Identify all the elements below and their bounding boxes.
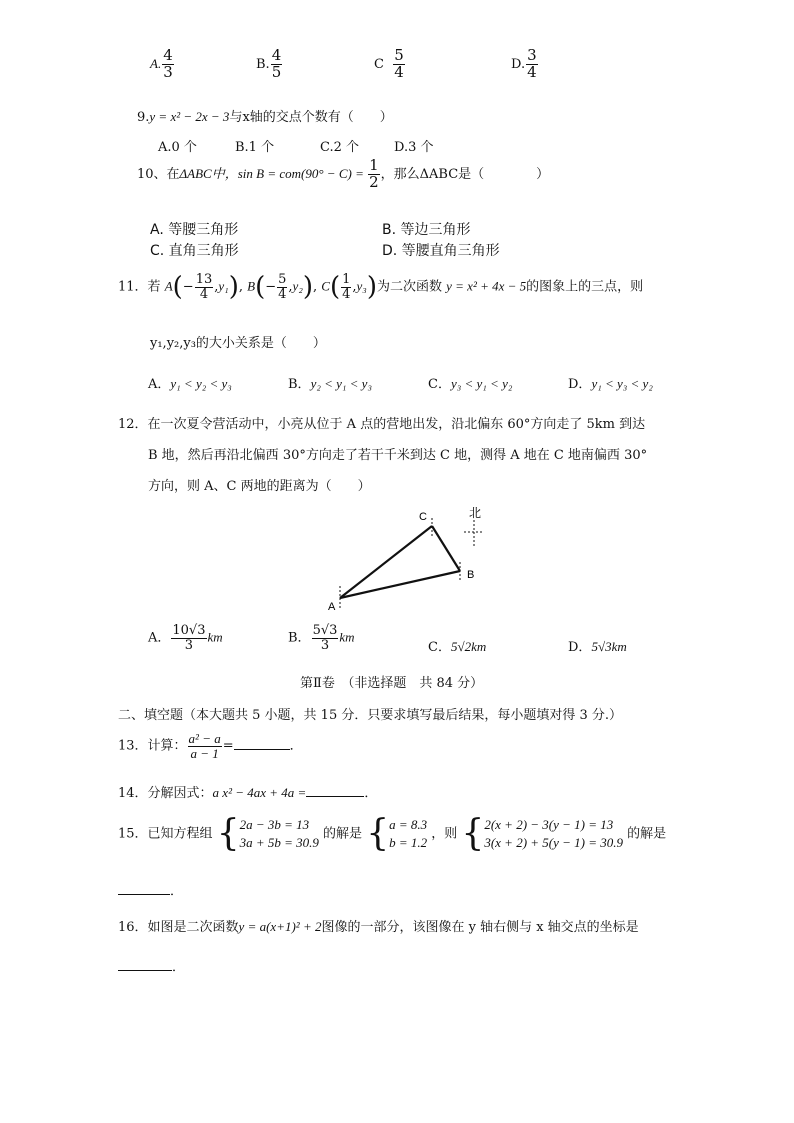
q13: 13．计算： $\frac{\text{a² − a}}{a - 1}$ = ． [118,731,303,761]
label-north: 北 [469,506,482,520]
q15: 15．已知方程组 { 2a − 3b = 13 3a + 5b = 30.9 的解是 { a = 8.3 b = 1.2 ，则 { 2(x + 2) − 3(y − 1) = 13 3(x + 2) + 5(y − 1) = 30.9 的解是 [118,813,667,854]
q13-answer-blank[interactable] [234,748,290,750]
q12-triangle-figure [318,500,498,615]
q14-answer-blank[interactable] [306,795,364,797]
q10-stem: 10、在ΔABC中，sin B = com(90° − C) = $\frac{1}{2}$ ，那么ΔABC是（ ） [137,156,550,191]
q12-option-d: D．5√3km [568,639,627,655]
side-bc [432,526,460,571]
q16-answer-line: ． [118,956,185,975]
label-b: B [467,569,475,581]
q9-option-b: B.1 个 [235,140,275,155]
q8-option-a: A. $\frac{4}{3}$ [150,46,173,81]
q15-answer-blank[interactable] [118,893,170,895]
q10-option-c: C. 直角三角形 [150,243,239,259]
section2-heading: 二、填空题（本大题共 5 小题，共 15 分．只要求填写最后结果，每小题填对得 3 分.） [118,708,623,723]
q11-line2: y₁,y₂,y₃的大小关系是（ ） [150,336,326,351]
q9-option-d: D.3 个 [394,140,434,155]
q12-line2: B 地，然后再沿北偏西 30°方向走了若干千米到达 C 地，测得 A 地在 C 地南偏西 30° [148,448,648,463]
q12-option-b: B． $\frac{5√3}{3}$ km [288,623,355,653]
label-a: A [328,601,336,613]
q12-option-c: C．5√2km [428,639,487,655]
part2-title: 第Ⅱ卷 （非选择题 共 84 分） [300,676,484,691]
q8-option-d: D. $\frac{3}{4}$ [511,46,537,81]
q16: 16．如图是二次函数y = a(x+1)² + 2图像的一部分，该图像在 y 轴右侧与 x 轴交点的坐标是 [118,919,639,935]
q10-option-d: D. 等腰直角三角形 [382,243,500,259]
q11-option-d: D．y₁ < y₃ < y₂ [568,376,653,392]
q10-option-b: B. 等边三角形 [382,222,471,238]
q8-option-b: B. $\frac{4}{5}$ [256,46,282,81]
q11-option-c: C．y₃ < y₁ < y₂ [428,376,513,392]
q11-option-a: A．y₁ < y₂ < y₃ [148,376,232,392]
label-c: C [419,511,427,523]
q12-option-a: A． $\frac{10√3}{3}$ km [148,623,223,653]
q11-stem: 11．若 A(− $\frac{13}{4}$ ,y₁), B(− $\frac{5}{4}$ ,y₂), C( $\frac{1}{4}$ ,y₃)为二次函数 y = x² + 4x − 5的图象上的三点，则 [118,271,644,302]
q10-option-a: A. 等腰三角形 [150,222,239,238]
q11-option-b: B．y₂ < y₁ < y₃ [288,376,372,392]
q14: 14．分解因式：a x² − 4ax + 4a = ． [118,785,378,801]
q12-line1: 12．在一次夏令营活动中，小亮从位于 A 点的营地出发，沿北偏东 60°方向走了 5km 到达 [118,417,646,432]
q9-option-c: C.2 个 [320,140,360,155]
q9-option-a: A.0 个 [158,140,197,155]
q16-answer-blank[interactable] [118,969,172,971]
q15-answer-line: ． [118,880,183,899]
q9-stem: 9.y = x² − 2x − 3与x轴的交点个数有（ ） [137,109,393,125]
q12-line3: 方向，则 A、C 两地的距离为（ ） [148,479,371,494]
q8-option-c: C $\frac{5}{4}$ [374,46,404,81]
